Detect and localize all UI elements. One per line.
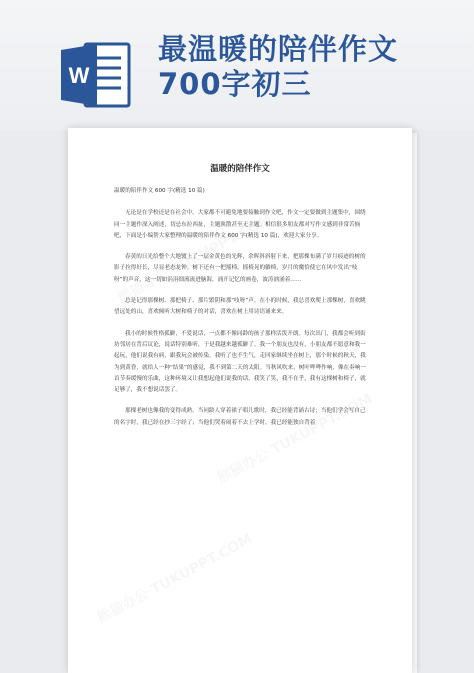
word-document-icon	[57, 36, 135, 114]
page-title	[158, 32, 468, 102]
document-paragraph: 那棵老树也像我的变得成熟，当同龄人穿着裙子唱儿歌时，我已经能背诵古诗；当他们学会写自己的名字时，我已经在抄三字经了；当他们哭着闹着不去上学时，我已经能独自背着	[114, 408, 366, 426]
title-line-2: 700字初三	[158, 67, 312, 101]
watermark	[93, 529, 255, 628]
document-heading: 温暖的陪伴作文	[210, 164, 270, 174]
document-paragraph: 春黄的日光给整个大地镀上了一层金黄色的光辉，余晖斜斜射下来，把那棵布满了岁月痕迹的树的影子拉得好长，尽显老态龙钟。树下还有一把摇椅，摇椅晃的躺椅，岁月的魔恰使它在风中发出“吱呀”的声音，这一切如涓涓细流流进脑海，涌开记忆的画卷，波涛汹涌着……	[114, 254, 366, 283]
document-paragraph: 无论是在学校还是在社会中，大家都不可避免地要接触到作文吧，作文一定要做到主题集中，围绕同一主题作深入阐述，切忌东拉西扯，主题涣散甚至无主题。相信很多朋友都对写作文感到非常苦恼吧，下面是小编帮大家整理的温暖的陪伴作文 600 字(精选 10 篇)，欢迎大家分享。	[114, 210, 366, 239]
document-body	[114, 186, 367, 439]
document-page	[68, 128, 412, 673]
document-paragraph: 我小的时候性格孤僻，不爱说话，一点都不像同龄的孩子那样活泼开朗。每次出门，我都会听到街坊邻居在背后议论，说话特别难听，于是我越来越孤僻了。我一个朋友也没有，小朋友都不愿意和我一起玩，他们说我有病，跟我玩会被传染，我听了也不生气，走回家继续坐在树上，那个时候的秋天，我为到黄昏，就给人一种“结果”的感觉，我不到第二天的太阳。当秋风吹来，树叶哗哗作响，像在奏响一首节奏缓慢的乐曲，这种环境又让我想起他们说我的话，我笑了笑，我不在乎，我有这棵树和椅子，就足够了，我不想说话罢了。	[114, 330, 366, 394]
word-logo-letter: W	[68, 63, 90, 88]
document-paragraph: 总是记得那棵树、那把椅子、那片繁阴和那“吱呀”声。在小的时候，我总喜欢爬上那棵树，喜欢眺望远处的山，喜欢倾听大树和椅子的对话，喜欢在树上用诗语诵来来。	[114, 298, 366, 316]
document-subtitle: 温暖的陪伴作文 600 字(精选 10 篇)	[114, 188, 205, 194]
title-line-1: 最温暖的陪伴作文	[158, 32, 399, 66]
